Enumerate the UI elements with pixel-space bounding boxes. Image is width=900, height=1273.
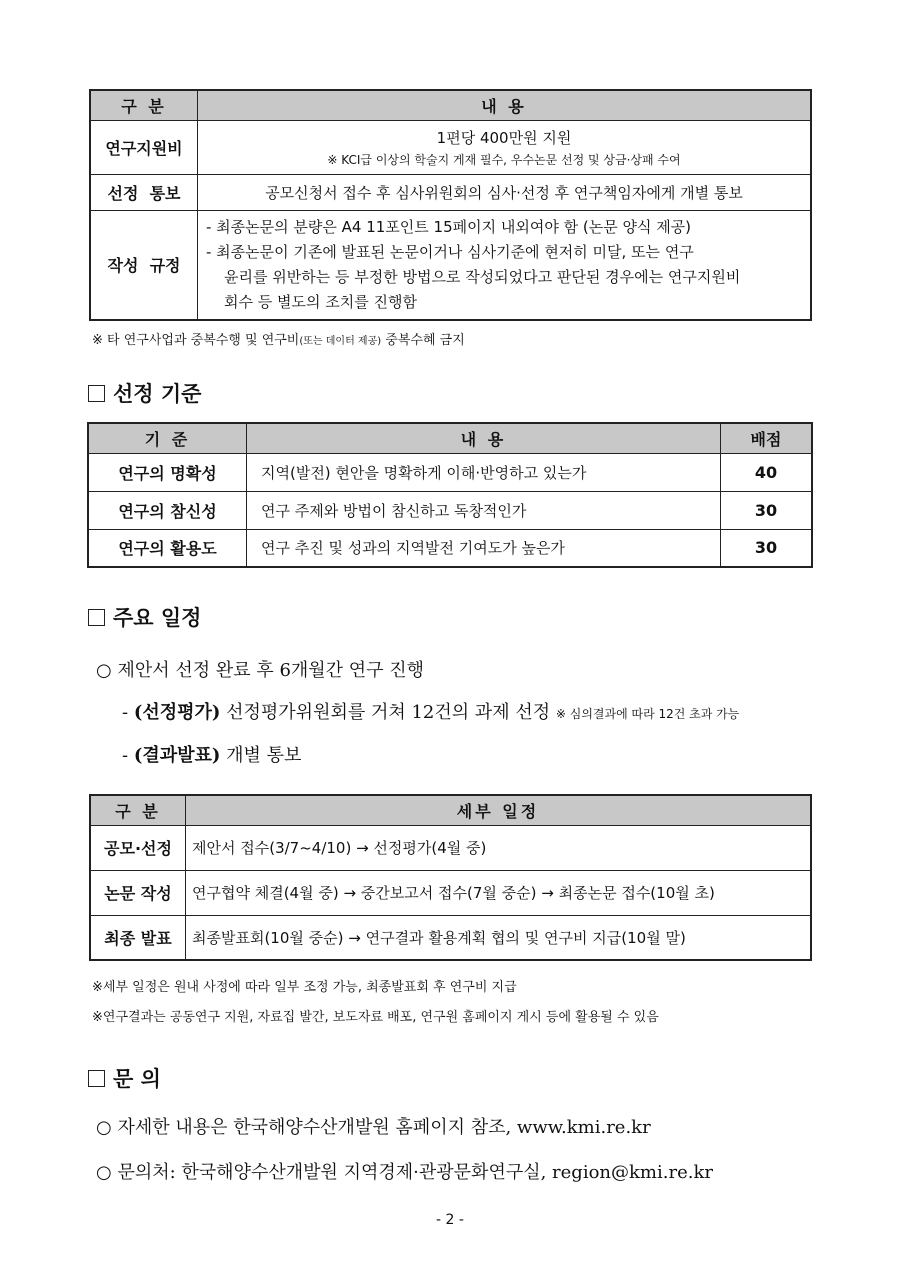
schedule-note: ※연구결과는 공동연구 지원, 자료집 발간, 보도자료 배포, 연구원 홈페이지 게시 등에 활용될 수 있음	[92, 1010, 659, 1025]
schedule-item-result: - (결과발표) 개별 통보	[122, 745, 302, 766]
row-label: 논문 작성	[90, 870, 186, 915]
header-content: 내 용	[247, 423, 721, 453]
row-label: 연구의 명확성	[88, 453, 247, 491]
row-score: 30	[721, 491, 813, 529]
page-number: - 2 -	[436, 1212, 464, 1228]
row-content: 연구 추진 및 성과의 지역발전 기여도가 높은가	[247, 529, 721, 567]
row-content: 연구협약 체결(4월 중) → 중간보고서 접수(7월 중순) → 최종논문 접수(10월 초)	[186, 870, 812, 915]
circle-bullet-icon: ○	[96, 1162, 112, 1183]
row-content: 공모신청서 접수 후 심사위원회의 심사·선정 후 연구책임자에게 개별 통보	[198, 174, 812, 210]
row-label: 연구의 참신성	[88, 491, 247, 529]
table-row	[88, 453, 812, 491]
rule-line: 회수 등 별도의 조치를 진행함	[224, 292, 417, 311]
rule-line: - 최종논문이 기존에 발표된 논문이거나 심사기준에 현저히 미달, 또는 연구	[206, 242, 694, 261]
square-bullet-icon	[88, 385, 105, 402]
schedule-bullet: ○ 제안서 선정 완료 후 6개월간 연구 진행	[96, 660, 425, 681]
schedule-table	[89, 794, 812, 961]
support-table	[89, 89, 812, 321]
section-title-schedule: 주요 일정	[88, 602, 201, 632]
rule-line: 윤리를 위반하는 등 부정한 방법으로 작성되었다고 판단된 경우에는 연구지원비	[224, 267, 741, 286]
row-label: 연구지원비	[90, 120, 198, 174]
section-title-contact: 문 의	[88, 1063, 161, 1093]
schedule-note: ※세부 일정은 원내 사정에 따라 일부 조정 가능, 최종발표회 후 연구비 지급	[92, 980, 517, 995]
criteria-table	[87, 422, 813, 568]
rule-line: - 최종논문의 분량은 A4 11포인트 15페이지 내외여야 함 (논문 양식 제공)	[206, 217, 692, 236]
row-label: 연구의 활용도	[88, 529, 247, 567]
row-subnote: ※ KCI급 이상의 학술지 게재 필수, 우수논문 선정 및 상금·상패 수여	[327, 152, 681, 167]
header-detail: 세부 일정	[186, 795, 812, 825]
table-row	[90, 915, 811, 960]
header-category: 구 분	[90, 795, 186, 825]
table-row	[90, 870, 811, 915]
square-bullet-icon	[88, 1070, 105, 1087]
table-row	[88, 491, 812, 529]
row-label: 최종 발표	[90, 915, 186, 960]
row-score: 40	[721, 453, 813, 491]
contact-line-website: ○ 자세한 내용은 한국해양수산개발원 홈페이지 참조, www.kmi.re.kr	[96, 1117, 651, 1138]
row-content: 1편당 400만원 지원	[436, 128, 572, 147]
circle-bullet-icon: ○	[96, 1117, 112, 1138]
square-bullet-icon	[88, 609, 105, 626]
header-content: 내 용	[198, 90, 812, 120]
table-row	[90, 174, 811, 210]
table-row	[90, 210, 811, 320]
row-label: 공모·선정	[90, 825, 186, 870]
header-category: 구 분	[90, 90, 198, 120]
row-content: 제안서 접수(3/7~4/10) → 선정평가(4월 중)	[186, 825, 812, 870]
row-content: 최종발표회(10월 중순) → 연구결과 활용계획 협의 및 연구비 지급(10월 말)	[186, 915, 812, 960]
duplicate-note: ※ 타 연구사업과 중복수행 및 연구비(또는 데이터 제공) 중복수혜 금지	[92, 333, 465, 348]
row-content: 연구 주제와 방법이 참신하고 독창적인가	[247, 491, 721, 529]
header-score: 배점	[721, 423, 813, 453]
contact-line-inquiry: ○ 문의처: 한국해양수산개발원 지역경제·관광문화연구실, region@kmi.re.kr	[96, 1162, 713, 1183]
row-content: 지역(발전) 현안을 명확하게 이해·반영하고 있는가	[247, 453, 721, 491]
row-score: 30	[721, 529, 813, 567]
schedule-item-evaluation: - (선정평가) 선정평가위원회를 거쳐 12건의 과제 선정 ※ 심의결과에 따라 12건 초과 가능	[122, 702, 740, 723]
table-row	[90, 120, 811, 174]
section-title-criteria: 선정 기준	[88, 378, 201, 408]
table-row	[90, 825, 811, 870]
header-criteria: 기 준	[88, 423, 247, 453]
circle-bullet-icon: ○	[96, 660, 112, 681]
row-label: 작성 규정	[90, 210, 198, 320]
row-label: 선정 통보	[90, 174, 198, 210]
table-row	[88, 529, 812, 567]
